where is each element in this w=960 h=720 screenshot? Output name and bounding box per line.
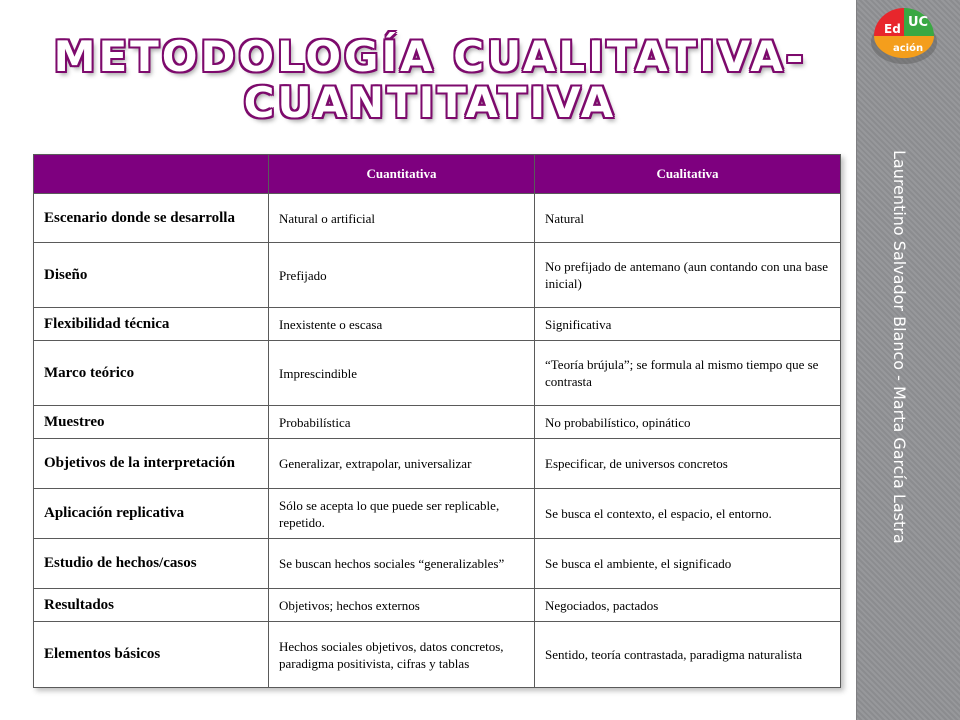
table-row	[34, 622, 841, 688]
row-label: Escenario donde se desarrolla	[34, 194, 269, 243]
row-label: Objetivos de la interpretación	[34, 439, 269, 489]
logo-text-acion: ación	[893, 43, 924, 54]
title-line-2: CUANTITATIVA	[243, 78, 617, 127]
header-cualitativa: Cualitativa	[535, 155, 841, 194]
cuantitativa-cell: Hechos sociales objetivos, datos concretos, paradigma positivista, cifras y tablas	[269, 622, 535, 688]
table-header-row	[34, 155, 841, 194]
cualitativa-cell: Especificar, de universos concretos	[535, 439, 841, 489]
table-row	[34, 539, 841, 589]
author-credit: Laurentino Salvador Blanco - Marta García Lastra	[890, 150, 909, 544]
cuantitativa-cell: Inexistente o escasa	[269, 308, 535, 341]
table-row	[34, 439, 841, 489]
table-row	[34, 489, 841, 539]
cuantitativa-cell: Sólo se acepta lo que puede ser replicable, repetido.	[269, 489, 535, 539]
cualitativa-cell: Sentido, teoría contrastada, paradigma naturalista	[535, 622, 841, 688]
educacion-logo	[866, 2, 942, 70]
cualitativa-cell: Se busca el contexto, el espacio, el entorno.	[535, 489, 841, 539]
cualitativa-cell: No probabilístico, opinático	[535, 406, 841, 439]
cualitativa-cell: Natural	[535, 194, 841, 243]
table-row	[34, 406, 841, 439]
cualitativa-cell: Se busca el ambiente, el significado	[535, 539, 841, 589]
table-row	[34, 243, 841, 308]
row-label: Diseño	[34, 243, 269, 308]
row-label: Muestreo	[34, 406, 269, 439]
header-cuantitativa: Cuantitativa	[269, 155, 535, 194]
table-row	[34, 589, 841, 622]
cuantitativa-cell: Objetivos; hechos externos	[269, 589, 535, 622]
cuantitativa-cell: Probabilística	[269, 406, 535, 439]
cuantitativa-cell: Prefijado	[269, 243, 535, 308]
row-label: Resultados	[34, 589, 269, 622]
cuantitativa-cell: Imprescindible	[269, 341, 535, 406]
comparison-table	[33, 154, 841, 688]
row-label: Aplicación replicativa	[34, 489, 269, 539]
row-label: Estudio de hechos/casos	[34, 539, 269, 589]
row-label: Marco teórico	[34, 341, 269, 406]
cualitativa-cell: Significativa	[535, 308, 841, 341]
table-row	[34, 194, 841, 243]
slide-title	[20, 34, 840, 126]
cualitativa-cell: “Teoría brújula”; se formula al mismo tiempo que se contrasta	[535, 341, 841, 406]
cualitativa-cell: Negociados, pactados	[535, 589, 841, 622]
row-label: Elementos básicos	[34, 622, 269, 688]
cuantitativa-cell: Natural o artificial	[269, 194, 535, 243]
cualitativa-cell: No prefijado de antemano (aun contando con una base inicial)	[535, 243, 841, 308]
header-empty	[34, 155, 269, 194]
row-label: Flexibilidad técnica	[34, 308, 269, 341]
cuantitativa-cell: Generalizar, extrapolar, universalizar	[269, 439, 535, 489]
title-line-1: METODOLOGÍA CUALITATIVA-	[53, 32, 807, 81]
logo-text-uc: UC	[908, 15, 929, 30]
table-row	[34, 341, 841, 406]
table-row	[34, 308, 841, 341]
logo-text-ed: Ed	[884, 22, 901, 36]
cuantitativa-cell: Se buscan hechos sociales “generalizables”	[269, 539, 535, 589]
